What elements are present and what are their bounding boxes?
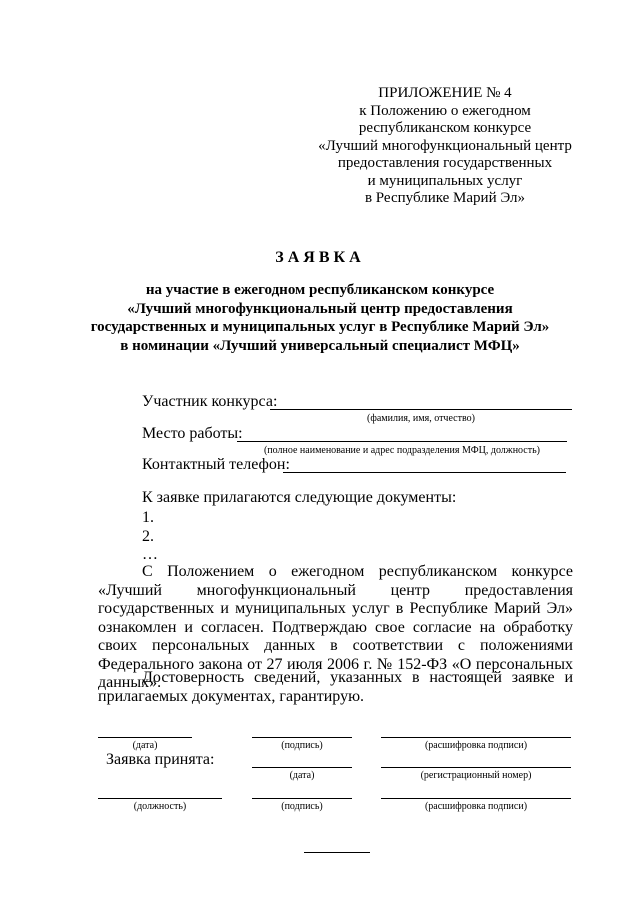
decoding-caption: (расшифровка подписи) (424, 740, 528, 751)
doc-item: 2. (142, 528, 154, 545)
doc-item: 1. (142, 509, 154, 526)
document-subtitle (70, 281, 570, 355)
signature-caption: (подпись) (281, 740, 323, 751)
decoding-line[interactable] (381, 737, 571, 738)
reg-number-line[interactable] (381, 767, 571, 768)
decoding2-line[interactable] (381, 798, 571, 799)
annex-line: предоставления государственных (337, 155, 553, 171)
annex-line: «Лучший многофункциональный центр (318, 137, 572, 154)
phone-line[interactable] (283, 472, 566, 473)
position-line[interactable] (98, 798, 222, 799)
consent-paragraph: С Положением о ежегодном республиканском конкурсе «Лучший многофункциональный центр предоставления государственных и муниципальных услуг в Республике Марий Эл» ознакомлен и согласен. Подтверждаю свое согласие на обработку своих персональных данных в соответствии с положениями Федерального закона от 27 июля 2006 г. № 152-ФЗ «О персональных данных». (98, 563, 573, 691)
date-line[interactable] (98, 737, 192, 738)
workplace-label: Место работы: (142, 425, 243, 442)
signature2-caption: (подпись) (281, 801, 323, 812)
accepted-label: Заявка принята: (106, 751, 215, 768)
doc-item: … (142, 546, 158, 563)
annex-line: республиканском конкурсе (358, 120, 532, 136)
date-caption: (дата) (132, 740, 158, 751)
closing-separator (304, 852, 370, 853)
reg-number-caption: (регистрационный номер) (420, 770, 532, 781)
annex-line: к Положению о ежегодном (359, 102, 531, 119)
annex-block (300, 85, 590, 208)
participant-hint: (фамилия, имя, отчество) (367, 413, 475, 424)
docs-intro: К заявке прилагаются следующие документы: (142, 489, 457, 506)
guarantee-paragraph: Достоверность сведений, указанных в настоящей заявке и прилагаемых документах, гарантирую. (98, 669, 573, 705)
phone-label: Контактный телефон: (142, 456, 290, 473)
workplace-hint: (полное наименование и адрес подразделения МФЦ, должность) (263, 445, 541, 456)
accepted-date-line[interactable] (252, 767, 352, 768)
subtitle-line: «Лучший многофункциональный центр предоставления (127, 300, 513, 317)
participant-label: Участник конкурса: (142, 393, 278, 410)
decoding2-caption: (расшифровка подписи) (424, 801, 528, 812)
accepted-date-caption: (дата) (289, 770, 315, 781)
workplace-line[interactable] (237, 441, 567, 442)
signature2-line[interactable] (252, 798, 352, 799)
subtitle-line: государственных и муниципальных услуг в Республике Марий Эл» (90, 319, 550, 335)
annex-line: в Республике Марий Эл» (364, 190, 526, 206)
participant-line[interactable] (270, 409, 572, 410)
position-caption: (должность) (133, 801, 187, 812)
document-title: ЗАЯВКА (275, 249, 365, 266)
annex-line: и муниципальных услуг (367, 172, 523, 189)
annex-title: ПРИЛОЖЕНИЕ № 4 (378, 85, 512, 101)
subtitle-line: в номинации «Лучший универсальный специалист МФЦ» (120, 337, 520, 354)
subtitle-line: на участие в ежегодном республиканском конкурсе (145, 282, 495, 298)
signature-line[interactable] (252, 737, 352, 738)
